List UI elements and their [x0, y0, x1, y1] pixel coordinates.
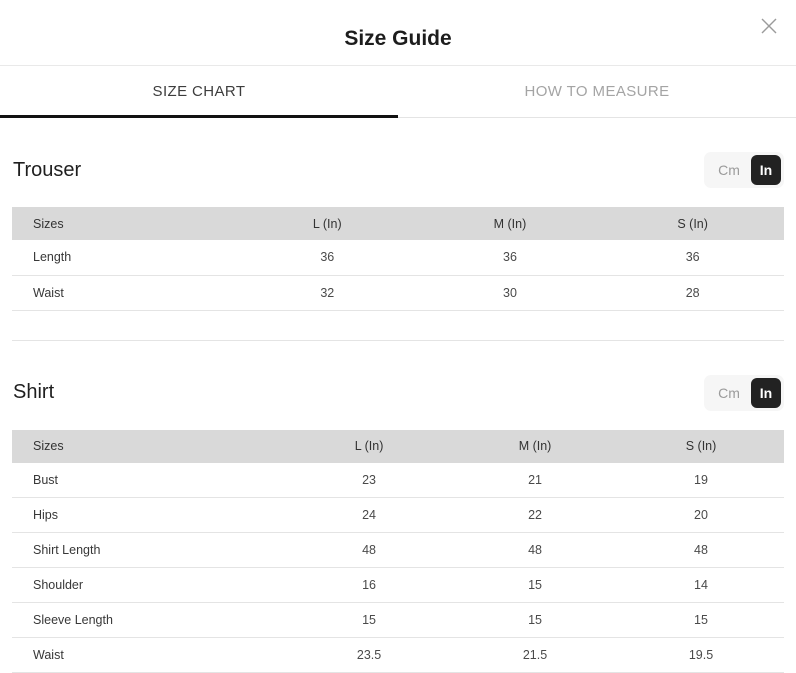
- cell-value: 48: [618, 533, 784, 568]
- cell-value: 16: [286, 568, 452, 603]
- tab-size-chart-label: SIZE CHART: [152, 83, 246, 100]
- cell-value: 21: [452, 463, 618, 498]
- row-label: Bust: [12, 463, 286, 498]
- tab-how-to-measure[interactable]: [398, 66, 796, 117]
- table-header-row: [12, 430, 784, 463]
- shirt-size-table: [12, 430, 784, 673]
- close-icon: [760, 17, 778, 35]
- size-chart-panel: [0, 142, 796, 673]
- close-button[interactable]: [758, 15, 780, 37]
- table-row: [12, 498, 784, 533]
- column-header-l: L (In): [236, 207, 419, 240]
- cell-value: 48: [286, 533, 452, 568]
- tab-bar: [0, 66, 796, 118]
- cell-value: 22: [452, 498, 618, 533]
- shirt-section: [12, 365, 784, 673]
- column-header-l: L (In): [286, 430, 452, 463]
- column-header-m: M (In): [419, 207, 602, 240]
- in-toggle-button[interactable]: In: [751, 155, 781, 185]
- empty-row: [12, 310, 784, 340]
- table-row: [12, 533, 784, 568]
- row-label: Length: [12, 240, 236, 275]
- shirt-section-header: [12, 365, 784, 421]
- table-row: [12, 568, 784, 603]
- page-title: Size Guide: [344, 27, 452, 51]
- table-row: [12, 275, 784, 310]
- row-label: Sleeve Length: [12, 603, 286, 638]
- cell-value: 23.5: [286, 638, 452, 673]
- cell-value: 20: [618, 498, 784, 533]
- cell-value: 15: [452, 603, 618, 638]
- cell-value: 30: [419, 275, 602, 310]
- cell-value: 36: [419, 240, 602, 275]
- cell-value: 21.5: [452, 638, 618, 673]
- trouser-size-table: [12, 207, 784, 341]
- cell-value: 14: [618, 568, 784, 603]
- row-label: Hips: [12, 498, 286, 533]
- trouser-heading: Trouser: [13, 158, 82, 181]
- column-header-s: S (In): [601, 207, 784, 240]
- cell-value: 19.5: [618, 638, 784, 673]
- column-header-sizes: Sizes: [12, 207, 236, 240]
- row-label: Shoulder: [12, 568, 286, 603]
- table-row: [12, 638, 784, 673]
- in-toggle-button[interactable]: In: [751, 378, 781, 408]
- table-row: [12, 240, 784, 275]
- cm-toggle-button[interactable]: Cm: [707, 155, 751, 185]
- tab-size-chart[interactable]: [0, 66, 398, 117]
- cell-value: 23: [286, 463, 452, 498]
- tab-how-to-measure-label: HOW TO MEASURE: [524, 83, 670, 100]
- shirt-heading: Shirt: [13, 381, 55, 404]
- cell-value: 48: [452, 533, 618, 568]
- cell-value: 15: [618, 603, 784, 638]
- row-label: Waist: [12, 275, 236, 310]
- cell-value: 36: [601, 240, 784, 275]
- cell-value: 32: [236, 275, 419, 310]
- cell-value: 36: [236, 240, 419, 275]
- modal-header: [0, 0, 796, 66]
- cell-value: 15: [452, 568, 618, 603]
- row-label: Shirt Length: [12, 533, 286, 568]
- table-row: [12, 463, 784, 498]
- table-header-row: [12, 207, 784, 240]
- column-header-sizes: Sizes: [12, 430, 286, 463]
- trouser-section-header: [12, 142, 784, 198]
- trouser-section: [12, 142, 784, 341]
- trouser-unit-toggle: [704, 152, 784, 188]
- table-row: [12, 603, 784, 638]
- row-label: Waist: [12, 638, 286, 673]
- cell-value: 15: [286, 603, 452, 638]
- column-header-s: S (In): [618, 430, 784, 463]
- column-header-m: M (In): [452, 430, 618, 463]
- cell-value: 19: [618, 463, 784, 498]
- cm-toggle-button[interactable]: Cm: [707, 378, 751, 408]
- cell-value: 28: [601, 275, 784, 310]
- cell-value: 24: [286, 498, 452, 533]
- shirt-unit-toggle: [704, 375, 784, 411]
